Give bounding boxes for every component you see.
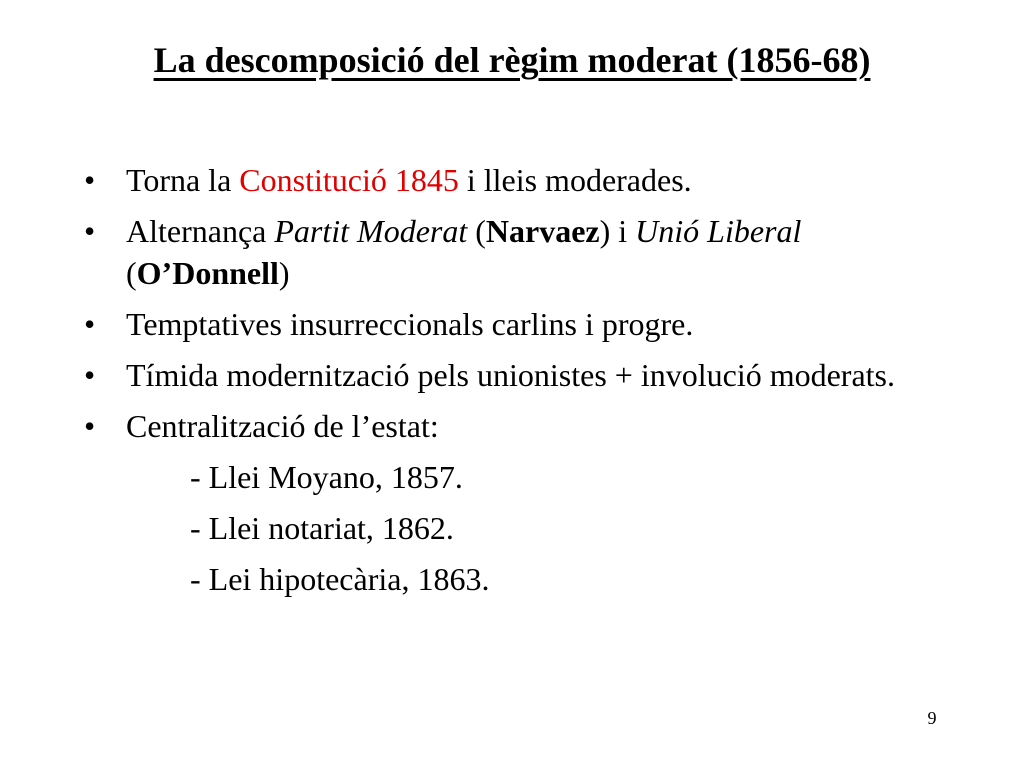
bullet-text: Alternança <box>126 213 275 249</box>
bullet-text: ( <box>467 213 486 249</box>
slide-title-text: La descomposició del règim moderat (1856-68) <box>153 40 871 80</box>
bullet-text: Temptatives insurreccionals carlins i progre. <box>126 306 694 342</box>
party-name: Unió Liberal <box>635 213 802 249</box>
bullet-item <box>84 405 964 447</box>
bullet-item <box>84 159 964 201</box>
bullet-text: Centralització de l’estat: <box>126 408 439 444</box>
leader-name: O’Donnell <box>136 255 279 291</box>
bullet-list <box>84 159 964 609</box>
bullet-icon: • <box>84 408 96 444</box>
bullet-icon: • <box>84 306 96 342</box>
leader-name: Narvaez <box>485 213 600 249</box>
bullet-icon: • <box>84 213 96 249</box>
bullet-item <box>84 354 964 396</box>
bullet-item <box>84 210 964 294</box>
slide-title <box>0 38 1024 82</box>
sub-list-item: - Llei Moyano, 1857. <box>190 459 463 495</box>
bullet-text: ) i <box>599 213 636 249</box>
bullet-text: Torna la <box>126 162 240 198</box>
sub-list-item: - Llei notariat, 1862. <box>190 510 454 546</box>
page-number: 9 <box>927 708 937 728</box>
bullet-icon: • <box>84 162 96 198</box>
bullet-item <box>84 303 964 345</box>
bullet-text: ) <box>278 255 290 291</box>
bullet-text: i lleis moderades. <box>458 162 692 198</box>
sub-list-item: - Lei hipotecària, 1863. <box>190 561 490 597</box>
bullet-text: ( <box>126 255 137 291</box>
party-name: Partit Moderat <box>274 213 468 249</box>
constitution-highlight: Constitució 1845 <box>239 162 459 198</box>
bullet-icon: • <box>84 357 96 393</box>
bullet-text: Tímida modernització pels unionistes + involució moderats. <box>126 357 895 393</box>
